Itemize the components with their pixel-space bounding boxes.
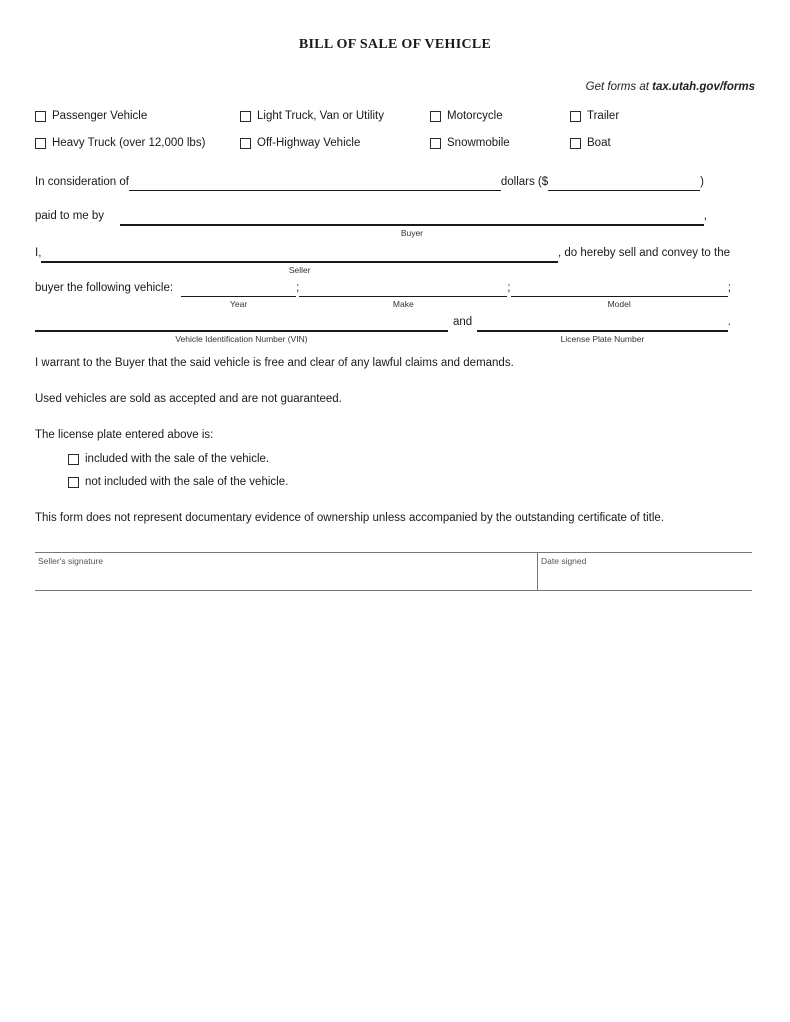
checkbox-option-boat[interactable] <box>570 137 611 150</box>
seller-signature-label: Seller's signature <box>38 556 103 566</box>
checkbox-icon[interactable] <box>240 138 251 149</box>
vin-field <box>35 315 448 344</box>
seller-prefix: I, <box>35 247 42 259</box>
seller-signature-cell[interactable] <box>35 553 537 590</box>
model-input-field[interactable] <box>511 281 728 297</box>
separator-semicolon: ; <box>507 282 511 294</box>
checkbox-label: included with the sale of the vehicle. <box>85 453 270 465</box>
vin-field-label: Vehicle Identification Number (VIN) <box>175 334 308 344</box>
year-field <box>181 281 296 309</box>
vin-plate-line <box>35 315 731 344</box>
model-field-label: Model <box>607 299 631 309</box>
consideration-prefix: In consideration of <box>35 176 129 188</box>
checkbox-option-plate-included[interactable] <box>68 453 269 466</box>
checkbox-icon[interactable] <box>68 454 79 465</box>
vehicle-type-row-1 <box>35 110 755 124</box>
make-field-label: Make <box>392 299 414 309</box>
checkbox-option-plate-not-included[interactable] <box>68 476 288 489</box>
forms-source-note <box>586 81 755 93</box>
buyer-field-label: Buyer <box>400 228 424 238</box>
checkbox-label: Off-Highway Vehicle <box>257 137 361 149</box>
seller-suffix: , do hereby sell and convey to the <box>558 247 730 259</box>
buyer-name-field[interactable] <box>120 209 704 226</box>
checkbox-icon[interactable] <box>35 111 46 122</box>
vehicle-line-prefix: buyer the following vehicle: <box>35 282 174 294</box>
seller-field-label: Seller <box>288 265 311 275</box>
footer-note: This form does not represent documentary evidence of ownership unless accompanied by the outstanding certificate of title. <box>35 512 665 524</box>
consideration-amount-field[interactable] <box>129 175 501 191</box>
gap <box>173 281 181 296</box>
forms-note-prefix: Get forms at <box>585 81 653 93</box>
close-paren: ) <box>700 176 704 188</box>
buyer-field <box>120 209 704 238</box>
checkbox-option-snowmobile[interactable] <box>430 137 510 150</box>
checkbox-icon[interactable] <box>240 111 251 122</box>
paid-comma: , <box>703 210 707 222</box>
license-plate-field <box>477 315 728 344</box>
checkbox-icon[interactable] <box>430 111 441 122</box>
gap <box>104 209 120 224</box>
date-signed-cell[interactable] <box>537 553 752 590</box>
dollar-amount-field[interactable] <box>548 175 700 191</box>
paid-line <box>35 209 707 238</box>
forms-note-url: tax.utah.gov/forms <box>652 81 755 93</box>
page-title: BILL OF SALE OF VEHICLE <box>298 37 492 52</box>
license-plate-intro: The license plate entered above is: <box>35 429 214 441</box>
seller-name-field[interactable] <box>41 246 558 263</box>
make-field <box>299 281 507 309</box>
consideration-line <box>35 175 704 191</box>
separator-semicolon: ; <box>296 282 300 294</box>
checkbox-option-motorcycle[interactable] <box>430 110 503 123</box>
separator-semicolon: ; <box>727 282 731 294</box>
checkbox-option-trailer[interactable] <box>570 110 619 123</box>
paid-prefix: paid to me by <box>35 210 105 222</box>
checkbox-label: Light Truck, Van or Utility <box>257 110 384 122</box>
warranty-paragraph: I warrant to the Buyer that the said vehicle is free and clear of any lawful claims and demands. <box>35 357 514 369</box>
checkbox-option-light-truck[interactable] <box>240 110 384 123</box>
dollars-text: dollars ($ <box>500 176 549 188</box>
date-signed-label: Date signed <box>541 556 587 566</box>
vehicle-type-row-2 <box>35 137 755 151</box>
checkbox-label: Trailer <box>587 110 620 122</box>
checkbox-label: not included with the sale of the vehicle. <box>85 476 289 488</box>
checkbox-icon[interactable] <box>570 138 581 149</box>
seller-line <box>35 246 730 275</box>
checkbox-option-heavy-truck[interactable] <box>35 137 205 150</box>
checkbox-icon[interactable] <box>570 111 581 122</box>
checkbox-icon[interactable] <box>35 138 46 149</box>
and-text: and <box>453 316 473 328</box>
checkbox-icon[interactable] <box>68 477 79 488</box>
checkbox-label: Passenger Vehicle <box>52 110 148 122</box>
vin-input-field[interactable] <box>35 315 448 332</box>
model-field <box>511 281 728 309</box>
make-input-field[interactable] <box>299 281 507 297</box>
checkbox-label: Boat <box>587 137 611 149</box>
period-text: . <box>727 316 731 328</box>
seller-field <box>41 246 558 275</box>
signature-section <box>35 552 752 591</box>
checkbox-label: Snowmobile <box>447 137 510 149</box>
checkbox-icon[interactable] <box>430 138 441 149</box>
checkbox-option-passenger-vehicle[interactable] <box>35 110 147 123</box>
checkbox-label: Heavy Truck (over 12,000 lbs) <box>52 137 206 149</box>
license-plate-field-label: License Plate Number <box>560 334 645 344</box>
used-vehicles-paragraph: Used vehicles are sold as accepted and are not guaranteed. <box>35 393 342 405</box>
year-field-label: Year <box>230 299 248 309</box>
checkbox-label: Motorcycle <box>447 110 503 122</box>
license-plate-input-field[interactable] <box>477 315 728 332</box>
vehicle-description-line <box>35 281 731 309</box>
year-input-field[interactable] <box>181 281 296 297</box>
checkbox-option-off-highway[interactable] <box>240 137 360 150</box>
